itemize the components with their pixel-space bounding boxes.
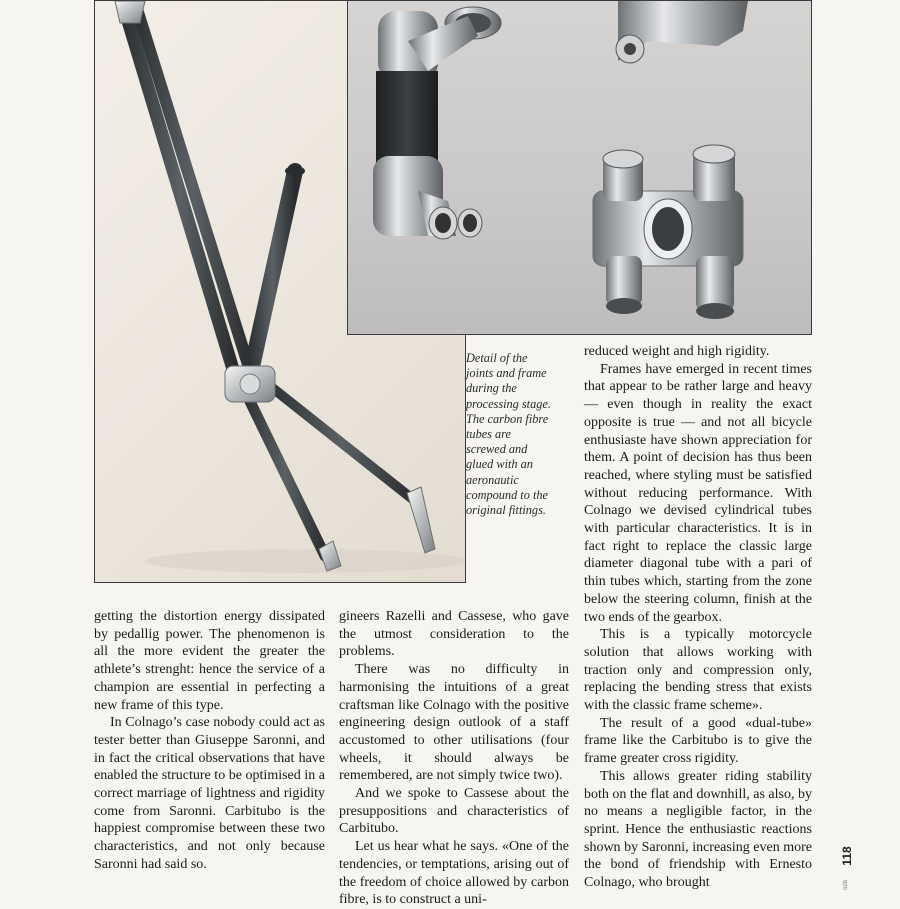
caption-line: aeronautic: [466, 472, 519, 487]
paragraph: This allows greater riding stability both on the flat and downhill, as also, by no means a negligible factor, in the sprint. Hence the enthusiastic reactions shown by Saronni, increasing even more the bond of friendship with Ernesto Colnago, who brought: [584, 768, 812, 891]
caption-line: glued with an: [466, 457, 533, 472]
caption-line: during the: [466, 381, 517, 396]
caption-line: original fittings.: [466, 503, 546, 518]
paragraph: Let us hear what he says. «One of the tendencies, or temptations, arising out of the freedom of choice allowed by carbon fibre, is to construct a uni-: [339, 839, 569, 908]
caption-line: The carbon fibre: [466, 411, 549, 426]
paragraph: In Colnago’s case nobody could act as tester better than Giuseppe Saronni, and in fact the critical observations that have enabled the structure to be optimised in a correct marriage of lightness and rigidity come from Saronni. Carbitubo is the happiest compromise between these two characteristics, and not only because Saronni had said so.: [94, 715, 325, 872]
page-number: 118: [840, 846, 854, 866]
paragraph: And we spoke to Cassese about the presuppositions and characteristics of Carbitubo.: [339, 786, 569, 837]
caption-line: joints and frame: [466, 366, 547, 381]
paragraph: There was no difficulty in harmonising the intuitions of a great craftsman like Colnago with the positive engineering design outlook of a staff accustomed to other utilisations (four wheels, it should always be remembered, are not simply twice two).: [339, 662, 569, 784]
paragraph: getting the distortion energy dissipated by pedallig power. The phenomenon is all the more evident the greater the athlete’s strenght: hence the service of a champion are essential in perfecting a new frame of this type.: [94, 609, 325, 713]
paragraph: reduced weight and high rigidity.: [584, 344, 770, 359]
aluminium-joints-illustration: [348, 1, 812, 335]
paragraph: Frames have emerged in recent times that appear to be rather large and heavy — even though in reality the exact opposite is true — and not all bicycle enthusiaste have shown appreciation for them. A point of decision has thus been reached, where styling must be satisfied without reducing performance. With Colnago we devised cylindrical tubes with particular characteristics. It is in fact right to replace the classic large diameter diagonal tube with a pari of thin tubes which, starting from the zone below the steering column, finish at the two ends of the gearbox.: [584, 361, 812, 625]
paragraph: This is a typically motorcycle solution that allows working with traction only and compression only, replacing the bending stress that exists with the classic frame scheme».: [584, 627, 812, 714]
paragraph: gineers Razelli and Cassese, who gave the utmost consideration to the problems.: [339, 609, 569, 660]
joints-photo: [347, 0, 812, 335]
folio-mark: ozb: [843, 880, 849, 890]
caption-line: screwed and: [466, 442, 528, 457]
caption-line: tubes are: [466, 427, 511, 442]
text-column-right: [584, 343, 812, 892]
paragraph: The result of a good «dual-tube» frame like the Carbitubo is to give the frame greater cross rigidity.: [584, 715, 812, 767]
text-column-left: [94, 608, 325, 874]
caption-line: compound to the: [466, 487, 548, 502]
photo-caption: [466, 351, 570, 518]
caption-line: Detail of the: [466, 351, 528, 365]
caption-line: processing stage.: [466, 396, 551, 411]
text-column-middle: [339, 608, 569, 909]
